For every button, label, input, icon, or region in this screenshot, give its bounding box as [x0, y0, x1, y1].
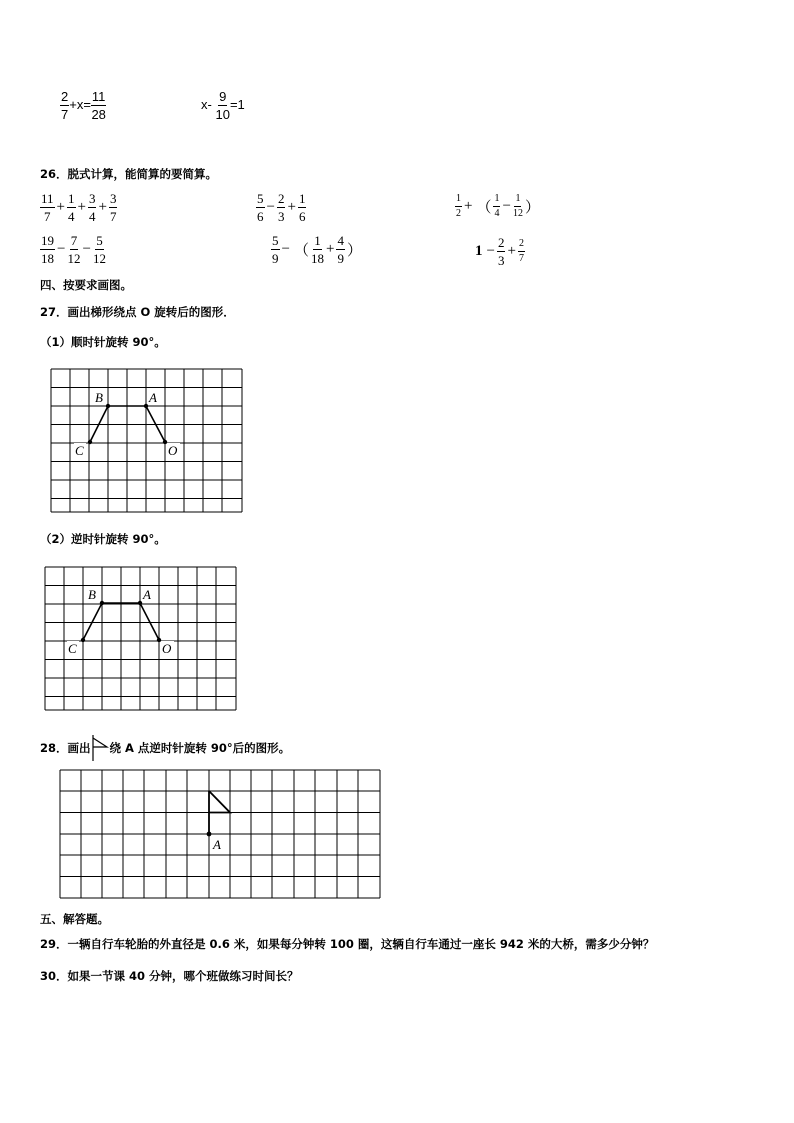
calc-2: $\frac{5}{6}$ − $\frac{2}{3}$ + $\frac{1}{6}$ — [257, 191, 306, 224]
question-27-sub2: （2）逆时针旋转 90°。 — [40, 532, 166, 546]
calc-1: $\frac{11}{7}$ + $\frac{1}{4}$ + $\frac{3}{4}$ + $\frac{3}{7}$ — [41, 191, 117, 224]
question-28-prefix: 28．画出 — [40, 741, 91, 755]
equation-text: =1 — [229, 96, 245, 112]
section-5-heading: 五、解答题。 — [40, 912, 109, 926]
question-30: 30．如果一节课 40 分钟，哪个班做练习时间长？ — [40, 969, 299, 983]
equation-text: +x= — [69, 96, 91, 112]
calc-4: $\frac{19}{18}$ − $\frac{7}{12}$ − $\frac{5}{12}$ — [41, 233, 106, 266]
equation-text: x- — [201, 96, 212, 112]
question-28 — [40, 735, 290, 761]
fraction: $\frac{2}{7}$ — [61, 89, 69, 122]
label-A: A — [149, 390, 157, 405]
label-O: O — [162, 641, 172, 656]
grid-3 — [59, 769, 383, 900]
label-B: B — [88, 587, 96, 602]
grid-2 — [44, 566, 239, 712]
fraction: $\frac{9}{10}$ — [215, 89, 230, 122]
label-A: A — [213, 837, 221, 852]
question-29: 29．一辆自行车轮胎的外直径是 0.6 米，如果每分钟转 100 圈，这辆自行车通过一座长 942 米的大桥，需多少分钟？ — [40, 937, 655, 951]
grid-1 — [50, 368, 245, 514]
label-C: C — [68, 641, 77, 656]
label-A: A — [143, 587, 151, 602]
section-4-heading: 四、按要求画图。 — [40, 278, 132, 292]
equation-2 — [201, 90, 245, 121]
fraction: $\frac{11}{28}$ — [91, 89, 106, 122]
right-triangle-icon — [91, 735, 110, 761]
question-26-title: 26．脱式计算，能简算的要简算。 — [40, 167, 218, 181]
label-C: C — [75, 443, 84, 458]
question-27-title: 27．画出梯形绕点 O 旋转后的图形． — [40, 305, 235, 319]
triangle-shape — [209, 791, 230, 834]
calc-3: $\frac{1}{2}$ + （ $\frac{1}{4}$ − $\frac{1}{12}$ ） — [456, 193, 540, 219]
calc-5: $\frac{5}{9}$ − （ $\frac{1}{18}$ + $\frac{4}{9}$ ） — [272, 233, 362, 266]
equation-1 — [60, 90, 106, 121]
calc-6: 1 − $\frac{2}{3}$ + $\frac{2}{7}$ — [475, 235, 524, 268]
question-27-sub1: （1）顺时针旋转 90°。 — [40, 335, 166, 349]
label-O: O — [168, 443, 178, 458]
question-28-suffix: 绕 A 点逆时针旋转 90°后的图形。 — [109, 741, 291, 755]
label-B: B — [95, 390, 103, 405]
